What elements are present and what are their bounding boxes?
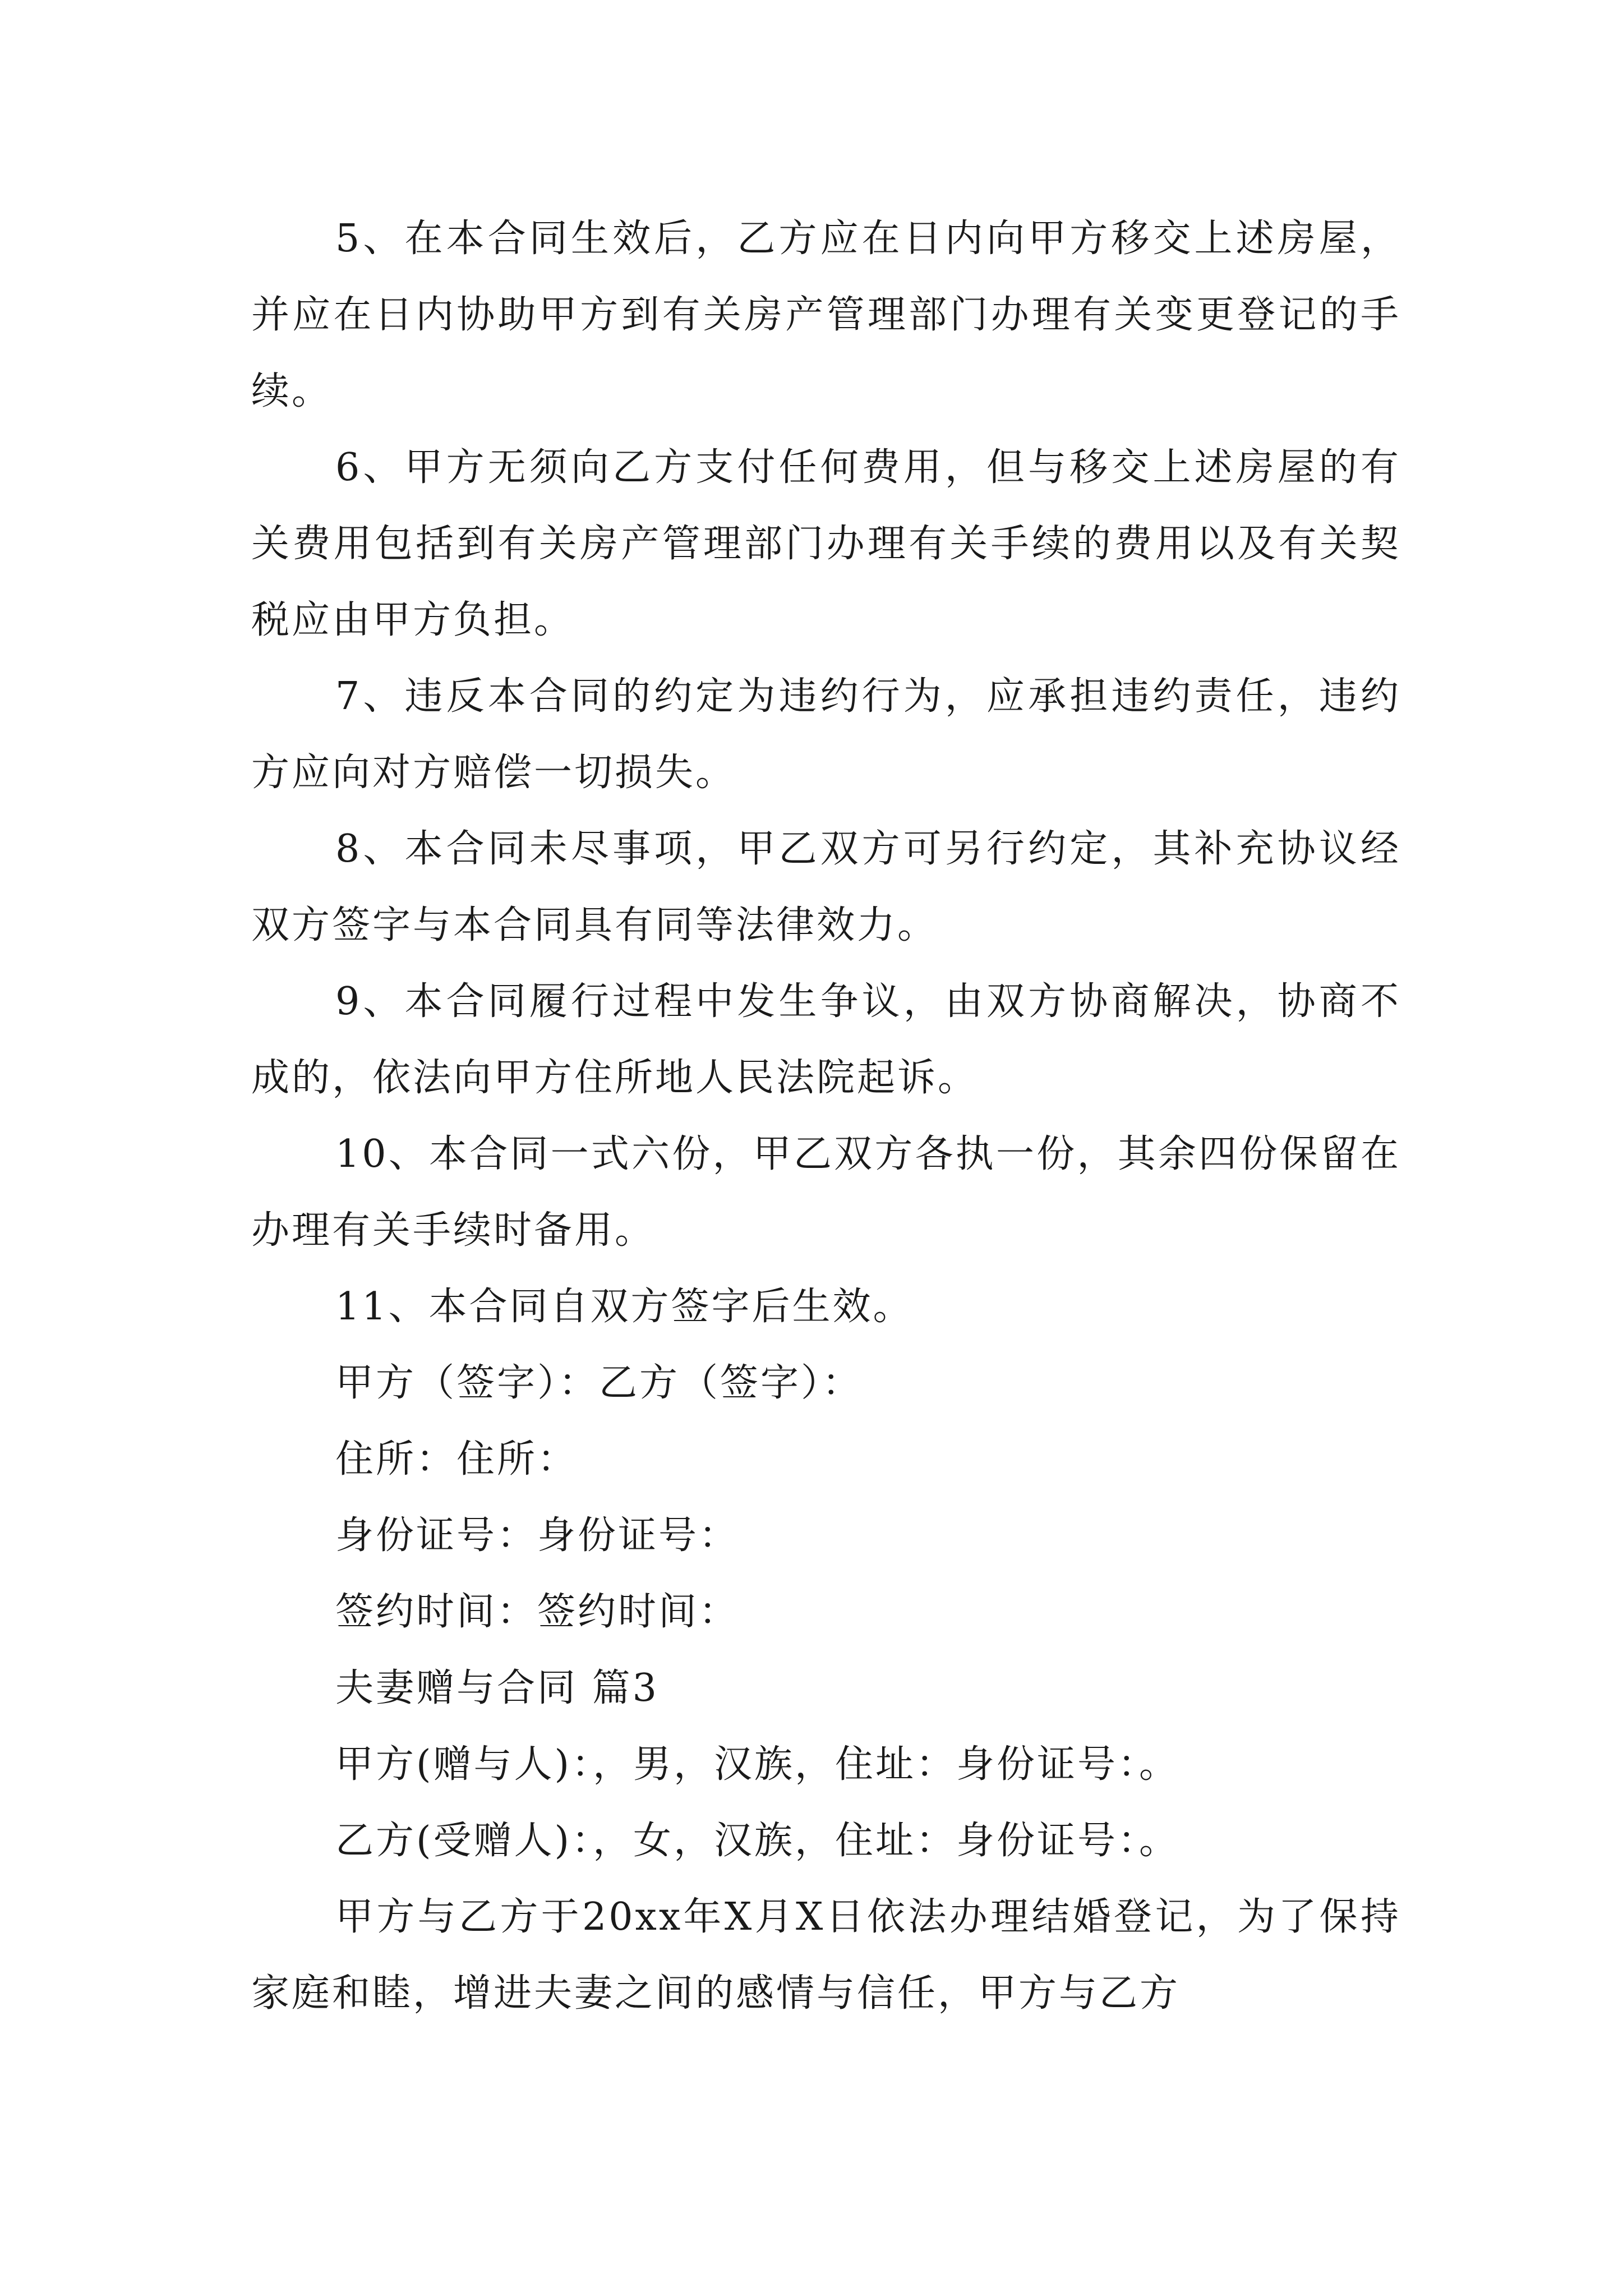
address-line: 住所：住所： bbox=[335, 1437, 578, 1481]
signature-line: 甲方（签字）：乙方（签字）： bbox=[335, 1361, 863, 1405]
id-number-line: 身份证号：身份证号： bbox=[335, 1513, 740, 1558]
clause-5: 5、在本合同生效后，乙方应在日内向甲方移交上述房屋，并应在日内协助甲方到有关房产管理部门办理有关变更登记的手续。 bbox=[251, 217, 1401, 413]
party-b-line: 乙方(受赠人)：，女，汉族，住址：身份证号：。 bbox=[335, 1819, 1180, 1863]
clause-6: 6、甲方无须向乙方支付任何费用，但与移交上述房屋的有关费用包括到有关房产管理部门办理有关手续的费用以及有关契税应由甲方负担。 bbox=[251, 445, 1401, 642]
clause-10: 10、本合同一式六份，甲乙双方各执一份，其余四份保留在办理有关手续时备用。 bbox=[251, 1132, 1401, 1253]
section-title: 夫妻赠与合同 篇3 bbox=[335, 1666, 659, 1710]
document-body bbox=[251, 201, 1401, 2032]
clause-8: 8、本合同未尽事项，甲乙双方可另行约定，其补充协议经双方签字与本合同具有同等法律效力。 bbox=[251, 827, 1401, 947]
signing-date-line: 签约时间：签约时间： bbox=[335, 1590, 740, 1634]
clause-9: 9、本合同履行过程中发生争议，由双方协商解决，协商不成的，依法向甲方住所地人民法院起诉。 bbox=[251, 979, 1401, 1100]
clause-11: 11、本合同自双方签字后生效。 bbox=[335, 1285, 914, 1329]
clause-7: 7、违反本合同的约定为违约行为，应承担违约责任，违约方应向对方赔偿一切损失。 bbox=[251, 674, 1401, 795]
preamble-paragraph: 甲方与乙方于20xx年X月X日依法办理结婚登记，为了保持家庭和睦，增进夫妻之间的感情与信任，甲方与乙方 bbox=[251, 1895, 1401, 2016]
party-a-line: 甲方(赠与人)：，男，汉族，住址：身份证号：。 bbox=[335, 1742, 1180, 1787]
